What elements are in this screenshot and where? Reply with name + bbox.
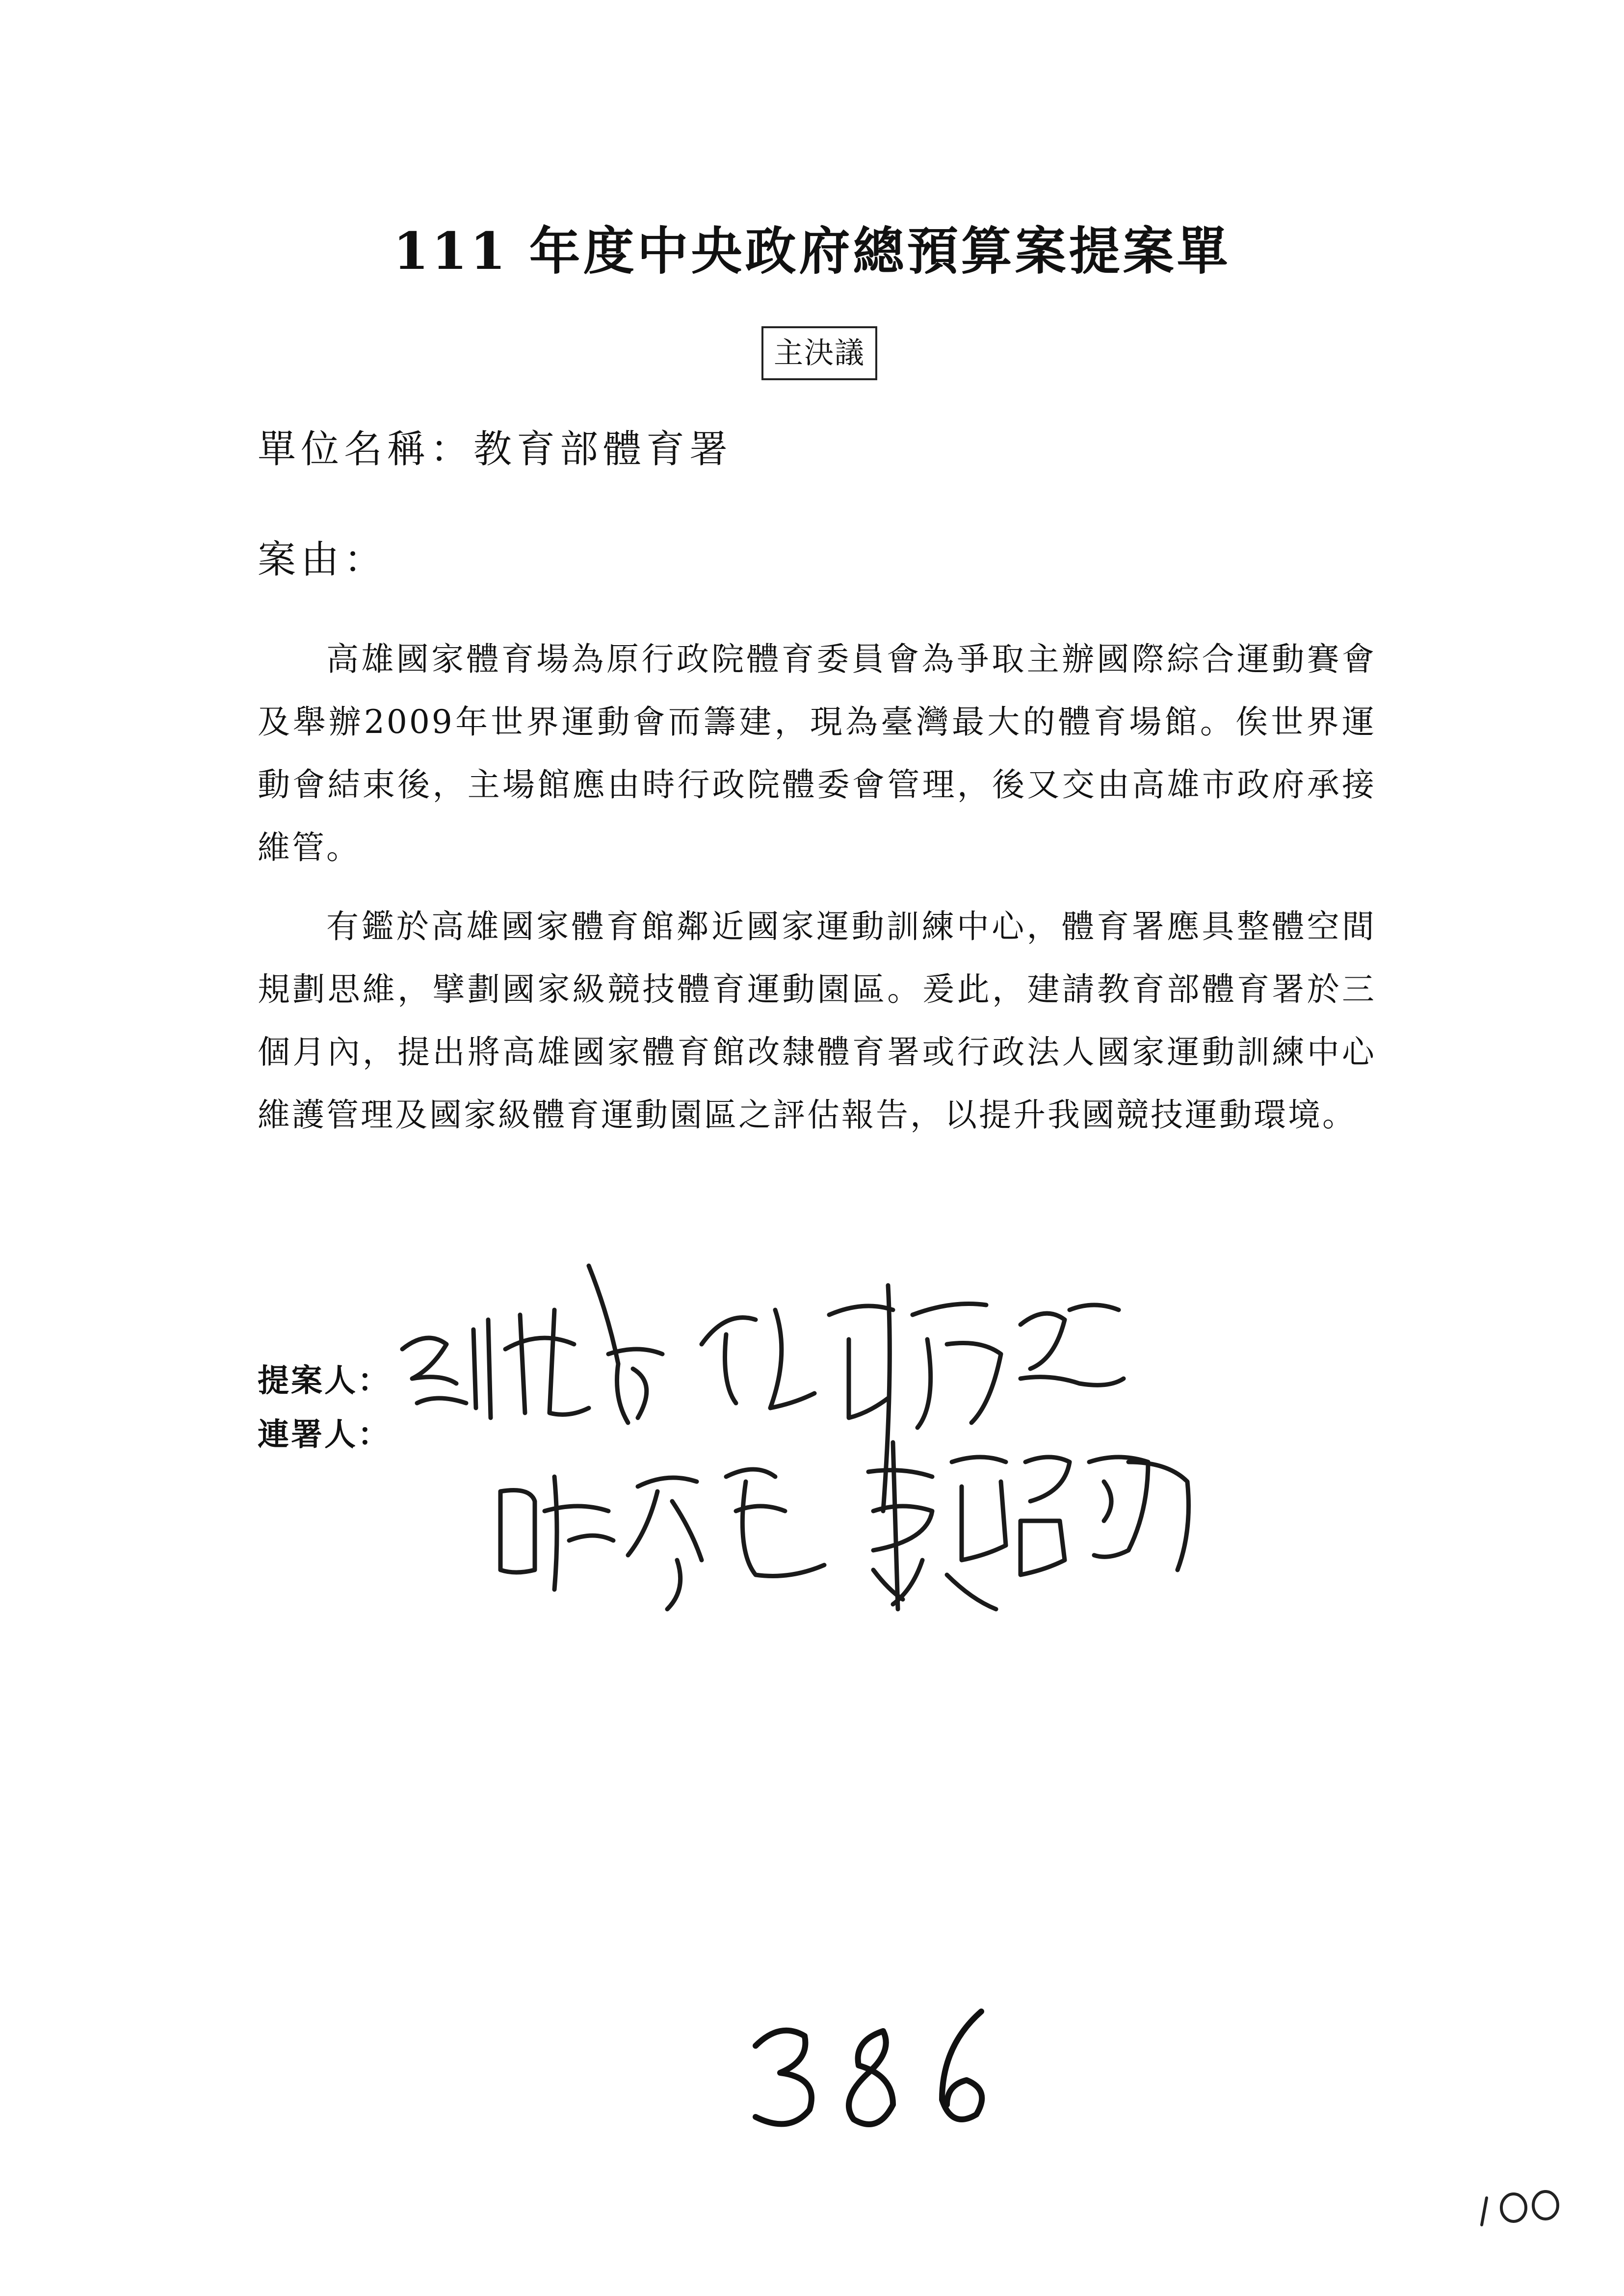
unit-value: 教育部體育署 <box>473 427 733 471</box>
proposer-label: 提案人： <box>258 1362 391 1399</box>
document-title: 111 年度中央政府總預算案提案單 <box>393 221 1231 281</box>
signature-4 <box>868 1442 1189 1609</box>
cosigner-label: 連署人： <box>258 1416 391 1453</box>
signature-labels <box>258 1354 391 1462</box>
handwritten-page-number <box>736 1992 1011 2139</box>
handwritten-corner-number <box>1472 2178 1570 2232</box>
reason-label: 案由： <box>258 538 388 582</box>
unit-label: 單位名稱： <box>258 427 474 471</box>
signature-1 <box>402 1266 662 1423</box>
signature-3 <box>500 1469 824 1609</box>
reason-paragraph-2: 有鑑於高雄國家體育館鄰近國家運動訓練中心，體育署應具整體空間規劃思維，擘劃國家級競技體育運動園區。爰此，建請教育部體育署於三個月內，提出將高雄國家體育館改隸體育署或行政法人國家運動訓練中心維護管理及國家級體育運動園區之評估報告，以提升我國競技運動環境。 <box>258 908 1376 1134</box>
handwritten-signatures <box>383 1256 1266 1629</box>
unit-row <box>258 427 733 473</box>
resolution-type-box: 主決議 <box>761 326 877 380</box>
reason-paragraph-1: 高雄國家體育場為原行政院體育委員會為爭取主辦國際綜合運動賽會及舉辦2009年世界運動會而籌建，現為臺灣最大的體育場館。俟世界運動會結束後，主場館應由時行政院體委會管理，後又交由高雄市政府承接維管。 <box>258 640 1376 866</box>
signature-2 <box>702 1285 1124 1511</box>
